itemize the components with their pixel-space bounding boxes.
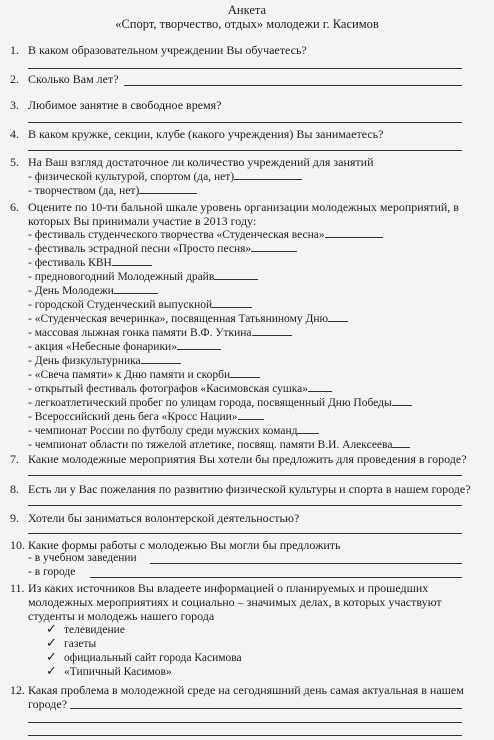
- answer-blank[interactable]: [251, 242, 297, 252]
- question-6-continued: которых Вы принимали участие в 2013 году:: [28, 214, 257, 228]
- q6-item: - чемпионат России по футболу среди мужских команд: [28, 424, 319, 439]
- question-10: [10, 538, 341, 552]
- question-11-continued: молодежных мероприятиях и социально – значимых делах, в которых участвуют: [28, 595, 442, 609]
- q6-item: - «Студенческая вечеринка», посвященная Татьяниному Дню: [28, 312, 348, 327]
- option-label: газеты: [64, 638, 97, 650]
- answer-blank[interactable]: [308, 382, 332, 392]
- question-9: [10, 511, 299, 525]
- answer-line[interactable]: [28, 122, 462, 123]
- answer-blank[interactable]: [177, 340, 221, 350]
- question-number: 8.: [10, 482, 19, 496]
- question-number: 5.: [10, 155, 19, 169]
- answer-blank[interactable]: [112, 256, 152, 266]
- option-label: «Типичный Касимов»: [64, 666, 172, 678]
- question-1: [10, 43, 307, 57]
- q6-item: - Всероссийский день бега «Кросс Нации»: [28, 410, 264, 425]
- answer-line[interactable]: [124, 85, 462, 86]
- option-label: телевидение: [64, 624, 125, 636]
- question-text: Любимое занятие в свободное время?: [28, 98, 222, 112]
- question-12: [10, 683, 464, 697]
- answer-blank[interactable]: [297, 424, 319, 434]
- answer-blank[interactable]: [392, 438, 410, 448]
- answer-blank[interactable]: [238, 410, 264, 420]
- answer-line[interactable]: [150, 563, 462, 564]
- question-number: 4.: [10, 127, 19, 141]
- q6-item: - акция «Небесные фонарики»: [28, 340, 221, 355]
- q6-item: - открытый фестиваль фотографов «Касимовская сушка»: [28, 382, 332, 397]
- question-text: Из каких источников Вы владеете информацией о планируемых и прошедших: [28, 581, 429, 595]
- question-text: В каком кружке, секции, клубе (какого учреждения) Вы занимаетесь?: [28, 127, 384, 141]
- question-number: 9.: [10, 511, 19, 525]
- question-number: 2.: [10, 72, 19, 86]
- question-2: [10, 72, 119, 86]
- question-text: Оцените по 10-ти бальной шкале уровень организации молодежных мероприятий, в: [28, 200, 459, 214]
- question-number: 7.: [10, 452, 19, 466]
- question-5: [10, 155, 374, 169]
- question-7: [10, 452, 467, 466]
- q5-item: - творчеством (да, нет): [28, 184, 197, 199]
- q6-item: - фестиваль студенческого творчества «Студенческая весна»: [28, 228, 383, 243]
- document-title: Анкета: [227, 3, 267, 17]
- q10-item: - в учебном заведении: [28, 552, 137, 564]
- answer-blank[interactable]: [214, 270, 258, 280]
- question-text: Хотели бы заниматься волонтерской деятельностью?: [28, 511, 300, 525]
- q6-item: - легкоатлетический пробег по улицам города, посвященный Дню Победы: [28, 396, 412, 411]
- check-icon[interactable]: ✓: [46, 664, 57, 679]
- question-11-continued: студенты и молодежь нашего города: [28, 609, 215, 623]
- answer-blank[interactable]: [230, 368, 260, 378]
- answer-blank[interactable]: [328, 312, 348, 322]
- answer-line[interactable]: [28, 735, 462, 736]
- q6-item: - массовая лыжная гонка памяти В.Ф. Уткина: [28, 326, 292, 341]
- answer-blank[interactable]: [252, 326, 292, 336]
- question-number: 6.: [10, 200, 19, 214]
- option-label: официальный сайт города Касимова: [64, 652, 242, 664]
- q10-item: - в городе: [28, 566, 76, 578]
- question-number: 3.: [10, 98, 19, 112]
- answer-blank[interactable]: [114, 284, 158, 294]
- answer-blank[interactable]: [234, 170, 302, 180]
- answer-line[interactable]: [28, 722, 462, 723]
- answer-line[interactable]: [70, 708, 462, 709]
- answer-line[interactable]: [28, 533, 462, 534]
- answer-blank[interactable]: [212, 298, 252, 308]
- question-text: Какие молодежные мероприятия Вы хотели бы предложить для проведения в городе?: [28, 452, 467, 466]
- question-text: Есть ли у Вас пожелания по развитию физической культуры и спорта в нашем городе?: [28, 482, 471, 496]
- question-text: В каком образовательном учреждении Вы обучаетесь?: [28, 43, 307, 57]
- question-6: [10, 200, 459, 214]
- q6-item: - городской Студенческий выпускной: [28, 298, 252, 313]
- question-number: 12.: [10, 683, 25, 697]
- answer-blank[interactable]: [141, 354, 181, 364]
- question-number: 10.: [10, 538, 25, 552]
- question-text: На Ваш взгляд достаточное ли количество учреждений для занятий: [28, 155, 374, 169]
- question-8: [10, 482, 471, 496]
- answer-blank[interactable]: [392, 396, 412, 406]
- q6-item: - фестиваль эстрадной песни «Просто песня»: [28, 242, 297, 257]
- document-subtitle: «Спорт, творчество, отдых» молодежи г. Касимов: [115, 17, 379, 31]
- answer-blank[interactable]: [325, 228, 383, 238]
- q5-item: - физической культурой, спортом (да, нет): [28, 170, 302, 185]
- question-12-continued: городе?: [28, 697, 68, 711]
- question-number: 1.: [10, 43, 19, 57]
- q6-item: - День Молодежи: [28, 284, 158, 299]
- question-4: [10, 127, 383, 141]
- check-icon[interactable]: ✓: [46, 636, 57, 651]
- answer-line[interactable]: [28, 68, 462, 69]
- answer-blank[interactable]: [139, 184, 197, 194]
- answer-line[interactable]: [28, 150, 462, 151]
- question-number: 11.: [10, 581, 25, 595]
- q6-item: - фестиваль КВН: [28, 256, 152, 271]
- q6-item: - предновогодний Молодежный драйв: [28, 270, 258, 285]
- question-text: Сколько Вам лет?: [28, 72, 119, 86]
- check-icon[interactable]: ✓: [46, 650, 57, 665]
- q6-item: - чемпионат области по тяжелой атлетике, посвящ. памяти В.И. Алексеева: [28, 438, 410, 453]
- q6-item: - «Свеча памяти» к Дню памяти и скорби: [28, 368, 260, 383]
- question-text: Какая проблема в молодежной среде на сегодняшний день самая актуальная в нашем: [28, 683, 464, 697]
- answer-line[interactable]: [90, 577, 462, 578]
- answer-line[interactable]: [28, 475, 462, 476]
- question-3: [10, 98, 221, 112]
- question-11: [10, 581, 428, 595]
- question-text: Какие формы работы с молодежью Вы могли бы предложить: [28, 538, 341, 552]
- check-icon[interactable]: ✓: [46, 622, 57, 637]
- q6-item: - День физкультурника: [28, 354, 181, 369]
- answer-line[interactable]: [28, 505, 462, 506]
